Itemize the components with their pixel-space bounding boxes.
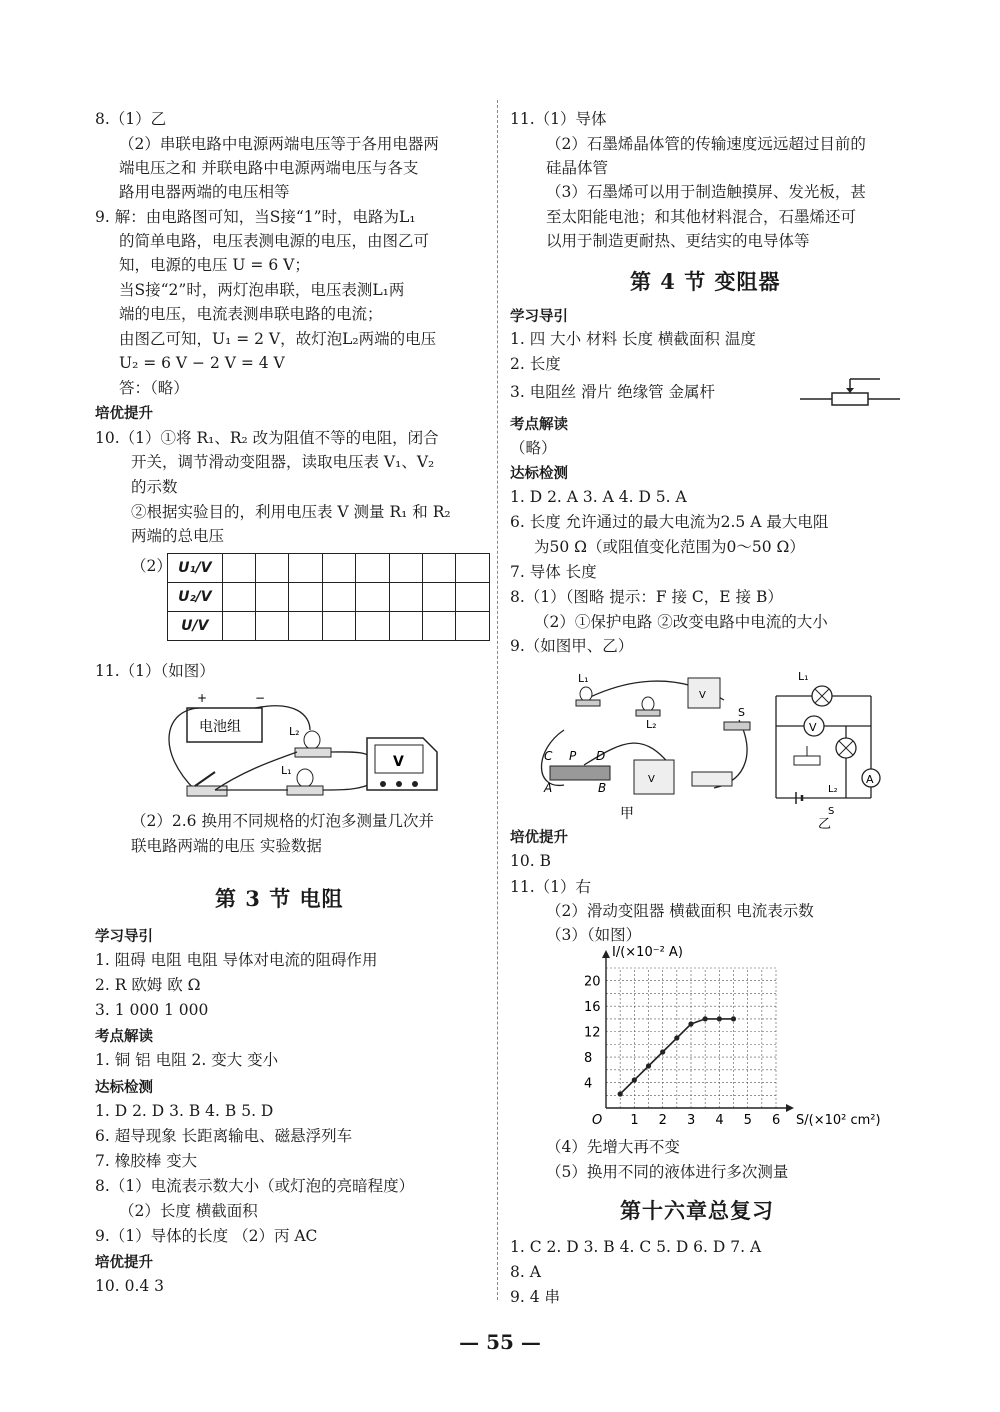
v-label: V (809, 721, 817, 734)
s-label: S (738, 706, 745, 719)
x-axis-arrow (786, 1104, 794, 1112)
answer-line: 10.（1）①将 R₁、R₂ 改为阻值不等的电阻，闭合 (95, 429, 439, 447)
voltage-table (167, 553, 490, 641)
answer-line: （3）石墨烯可以用于制造触摸屏、发光板，甚 (546, 183, 866, 201)
y-tick-label: 16 (584, 1000, 601, 1016)
table-header-cell: U₂/V (168, 583, 223, 612)
data-point (688, 1021, 693, 1026)
y-axis-arrow (602, 950, 610, 958)
a-label: A (866, 773, 874, 786)
data-point (660, 1049, 665, 1054)
answer-line: 答：（略） (119, 379, 189, 397)
battery-icon (692, 772, 732, 786)
bulb-l1-icon (297, 769, 313, 787)
page-number: — 55 — (459, 1330, 541, 1354)
answer-line: 11.（1）右 (510, 878, 592, 896)
answer-line: 1. C 2. D 3. B 4. C 5. D 6. D 7. A (510, 1238, 762, 1256)
figure-label-yi: 乙 (818, 817, 832, 832)
answer-line: 知，电源的电压 U = 6 V； (119, 256, 310, 274)
figure-label-jia: 甲 (620, 806, 634, 822)
answer-line: （4）先增大再不变 (546, 1138, 680, 1156)
answer-line: 的示数 (131, 478, 178, 496)
answer-line: U₂ = 6 V − 2 V = 4 V (119, 354, 285, 372)
figure-jia-physical-circuit (524, 660, 764, 825)
s-label: S (828, 806, 835, 817)
l2-label: L₂ (646, 718, 657, 731)
answer-line: （5）换用不同的液体进行多次测量 (546, 1163, 789, 1181)
switch-icon (187, 786, 227, 796)
answer-line: 7. 导体 长度 (510, 563, 597, 581)
answer-line: （2）串联电路中电源两端电压等于各用电器两 (119, 135, 439, 153)
answer-line: （2） (131, 557, 172, 575)
c-label: C (544, 749, 553, 763)
answer-line: 1. D 2. D 3. B 4. B 5. D (95, 1102, 274, 1120)
answer-line: 由图乙可知，U₁ = 2 V，故灯泡L₂两端的电压 (119, 330, 437, 348)
section-label: 培优提升 (95, 406, 153, 422)
x-tick-label: 3 (687, 1113, 696, 1128)
section-label: 达标检测 (510, 466, 568, 482)
answer-line: 7. 橡胶棒 变大 (95, 1152, 198, 1170)
answer-line: 6. 超导现象 长距离输电、磁悬浮列车 (95, 1127, 353, 1145)
bulb-l2-icon (304, 731, 320, 749)
answer-line: 端电压之和 并联电路中电源两端电压与各支 (119, 159, 419, 177)
answer-line: 当S接“2”时，两灯泡串联，电压表测L₁两 (119, 281, 405, 299)
answer-line: （2）石墨烯晶体管的传输速度远远超过目前的 (546, 135, 866, 153)
l2-label: L₂ (828, 784, 838, 795)
x-tick-label: 2 (658, 1113, 667, 1128)
table-header-cell: U/V (168, 612, 223, 641)
answer-line: 8.（1）（图略 提示：F 接 C，E 接 B） (510, 588, 783, 606)
bulb-l2-icon (642, 697, 654, 711)
data-point (674, 1035, 679, 1040)
section-label: 培优提升 (510, 830, 568, 846)
section-heading-3: 第 3 节 电阻 (215, 886, 344, 911)
section-label: 学习导引 (510, 309, 568, 325)
d-label: D (596, 749, 606, 763)
data-point (717, 1016, 722, 1021)
y-tick-label: 12 (584, 1025, 601, 1041)
battery-label: 电池组 (199, 719, 241, 735)
x-tick-label: 6 (772, 1113, 781, 1128)
x-tick-label: 1 (630, 1113, 639, 1128)
answer-line: （2）滑动变阻器 横截面积 电流表示数 (546, 902, 814, 920)
section-label: 达标检测 (95, 1080, 153, 1096)
data-point (618, 1091, 623, 1096)
rheostat-symbol-icon (800, 375, 900, 410)
p-label: P (569, 749, 577, 763)
l1-label: L₁ (281, 764, 292, 777)
l1-label: L₁ (798, 670, 809, 683)
answer-line: ②根据实验目的，利用电压表 V 测量 R₁ 和 R₂ (131, 503, 451, 521)
l2-label: L₂ (289, 725, 300, 738)
answer-line: 以用于制造更耐热、更结实的电导体等 (546, 232, 810, 250)
answer-line: 路用电器两端的电压相等 (119, 183, 290, 201)
answer-line: （2）①保护电路 ②改变电路中电流的大小 (534, 613, 828, 631)
minus-label: − (255, 691, 266, 705)
rheostat-icon (550, 766, 610, 780)
answer-line: 联电路两端的电压 实验数据 (131, 837, 322, 855)
b-label: B (598, 781, 607, 795)
answer-line: 6. 长度 允许通过的最大电流为2.5 A 最大电阻 (510, 513, 829, 531)
column-divider (497, 100, 498, 1300)
answer-line: 1. D 2. A 3. A 4. D 5. A (510, 488, 687, 506)
voltmeter-label: V (393, 754, 404, 770)
answer-line: 1. 铜 铝 电阻 2. 变大 变小 (95, 1051, 279, 1069)
meter-label: V (648, 774, 655, 785)
answer-line: 9.（如图甲、乙） (510, 637, 634, 655)
answer-line: 11.（1）导体 (510, 110, 607, 128)
section-label: 考点解读 (510, 417, 568, 433)
table-row (168, 612, 490, 641)
answer-line: 8.（1）乙 (95, 110, 167, 128)
answer-line: 为50 Ω（或阻值变化范围为0～50 Ω） (534, 538, 805, 556)
section-label: 学习导引 (95, 929, 153, 945)
answer-line: 8.（1）电流表示数大小（或灯泡的亮暗程度） (95, 1177, 415, 1195)
answer-line: 9. 4 串 (510, 1288, 561, 1306)
data-point (731, 1016, 736, 1021)
figure-yi-circuit-diagram (766, 668, 896, 832)
rheostat-symbol (794, 756, 820, 765)
answer-line: （2）2.6 换用不同规格的灯泡多测量几次并 (131, 812, 434, 830)
answer-line: 1. 四 大小 材料 长度 横截面积 温度 (510, 330, 756, 348)
answer-line: 的简单电路，电压表测电源的电压，由图乙可 (119, 232, 430, 250)
x-tick-label: 4 (715, 1113, 724, 1128)
section-label: 考点解读 (95, 1029, 153, 1045)
answer-line: 3. 电阻丝 滑片 绝缘管 金属杆 (510, 383, 715, 401)
data-point (632, 1077, 637, 1082)
plus-label: + (197, 691, 208, 705)
x-axis-label: S/(×10² cm²) (796, 1113, 881, 1128)
answer-line: 10. 0.4 3 (95, 1277, 165, 1295)
y-tick-label: 4 (584, 1076, 593, 1092)
table-row (168, 583, 490, 612)
data-point (646, 1063, 651, 1068)
answer-line: 开关，调节滑动变阻器，读取电压表 V₁、V₂ (131, 453, 435, 471)
y-tick-label: 20 (584, 974, 601, 990)
answer-line: 8. A (510, 1263, 541, 1281)
y-axis-label: I/(×10⁻² A) (612, 945, 683, 960)
a-label: A (544, 781, 553, 795)
answer-line: 9.（1）导体的长度 （2）丙 AC (95, 1227, 318, 1245)
table-header-cell: U₁/V (168, 554, 223, 583)
answer-line: （3）（如图） (546, 926, 642, 944)
v-label: V (699, 690, 706, 701)
section-label: 培优提升 (95, 1255, 153, 1271)
origin-label: O (592, 1113, 603, 1128)
answer-line: 硅晶体管 (546, 159, 609, 177)
answer-line: 2. R 欧姆 欧 Ω (95, 976, 201, 994)
table-row (168, 554, 490, 583)
answer-line: 10. B (510, 852, 551, 870)
y-tick-label: 8 (584, 1051, 593, 1067)
bulb-l1-icon (580, 687, 592, 701)
section-heading-4: 第 4 节 变阻器 (630, 269, 781, 294)
chapter-review-heading: 第十六章总复习 (620, 1198, 774, 1223)
answer-line: 两端的总电压 (131, 527, 225, 545)
answer-line: 3. 1 000 1 000 (95, 1001, 209, 1019)
answer-line: 端的电压，电流表测串联电路的电流； (119, 305, 383, 323)
l1-label: L₁ (578, 672, 589, 685)
current-area-chart (576, 945, 881, 1130)
answer-line: 11.（1）（如图） (95, 662, 215, 680)
answer-line: （略） (510, 439, 557, 457)
switch-icon (724, 722, 750, 730)
answer-line: 至太阳能电池；和其他材料混合，石墨烯还可 (546, 208, 857, 226)
answer-line: 9. 解：由电路图可知，当S接“1”时，电路为L₁ (95, 208, 416, 226)
answer-line: 2. 长度 (510, 355, 561, 373)
answer-line: 1. 阻碍 电阻 电阻 导体对电流的阻碍作用 (95, 951, 378, 969)
data-point (703, 1016, 708, 1021)
parallel-circuit-figure (155, 690, 455, 805)
x-tick-label: 5 (743, 1113, 752, 1128)
answer-line: （2）长度 横截面积 (119, 1202, 258, 1220)
